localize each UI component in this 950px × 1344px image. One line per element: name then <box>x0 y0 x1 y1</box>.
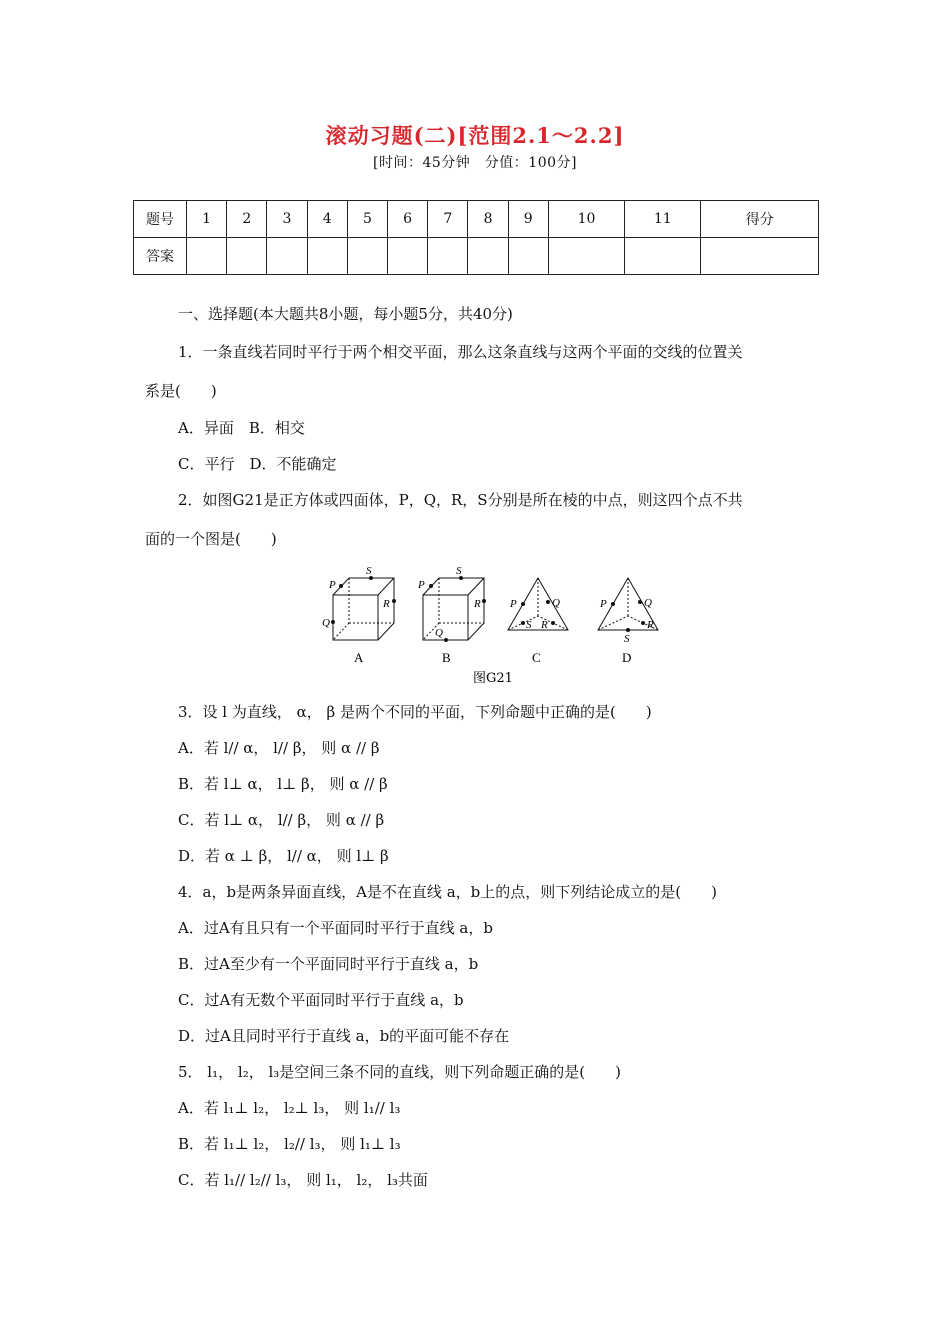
q2-stem-cont: 面的一个图是( ) <box>145 530 277 548</box>
answer-cell[interactable] <box>625 238 701 275</box>
point-label: Q <box>644 597 652 609</box>
q4-option-c: C．过A有无数个平面同时平行于直线 a，b <box>178 991 464 1009</box>
q1-options-ab: A．异面 B．相交 <box>178 419 305 437</box>
figure-caption: 图G21 <box>473 671 513 686</box>
table-header-answer: 答案 <box>134 238 187 275</box>
table-cell-number: 7 <box>428 201 468 238</box>
point-label: S <box>526 619 532 631</box>
table-cell-number: 2 <box>227 201 267 238</box>
point-label: S <box>624 633 630 645</box>
table-cell-number: 11 <box>625 201 701 238</box>
table-header-number: 题号 <box>134 201 187 238</box>
table-cell-number: 1 <box>187 201 227 238</box>
point-label: Q <box>435 627 443 639</box>
table-cell-number: 9 <box>508 201 548 238</box>
point-label: R <box>383 598 390 610</box>
answer-cell[interactable] <box>227 238 267 275</box>
q3-option-a: A．若 l// α， l// β， 则 α // β <box>178 739 380 757</box>
q5-option-a: A．若 l₁⊥ l₂， l₂⊥ l₃， 则 l₁// l₃ <box>178 1099 401 1117</box>
answer-cell[interactable] <box>388 238 428 275</box>
figure-label-c: C <box>532 650 541 665</box>
q3-stem: 3．设 l 为直线， α， β 是两个不同的平面，下列命题中正确的是( ) <box>178 703 652 721</box>
point-label: P <box>418 579 425 591</box>
point-label: R <box>647 619 654 631</box>
table-cell-number: 3 <box>267 201 307 238</box>
table-cell-number: 5 <box>347 201 387 238</box>
answer-cell[interactable] <box>187 238 227 275</box>
figure-label-d: D <box>622 650 632 665</box>
q1-stem-cont: 系是( ) <box>145 382 217 400</box>
q1-options-cd: C．平行 D．不能确定 <box>178 455 337 473</box>
q3-option-b: B．若 l⊥ α， l⊥ β， 则 α // β <box>178 775 388 793</box>
q4-option-d: D．过A且同时平行于直线 a，b的平面可能不存在 <box>178 1027 510 1045</box>
time-score-info: [时间：45分钟 分值：100分] <box>373 155 577 171</box>
q4-stem: 4．a，b是两条异面直线，A是不在直线 a，b上的点，则下列结论成立的是( ) <box>178 883 717 901</box>
point-label: R <box>541 619 548 631</box>
q4-option-a: A．过A有且只有一个平面同时平行于直线 a，b <box>178 919 493 937</box>
table-cell-number: 8 <box>468 201 508 238</box>
table-cell-number: 6 <box>388 201 428 238</box>
figure-g21 <box>318 560 678 690</box>
answer-cell[interactable] <box>347 238 387 275</box>
point-label: P <box>329 579 336 591</box>
q5-option-b: B．若 l₁⊥ l₂， l₂// l₃， 则 l₁⊥ l₃ <box>178 1135 401 1153</box>
q3-option-c: C．若 l⊥ α， l// β， 则 α // β <box>178 811 385 829</box>
point-label: Q <box>322 617 330 629</box>
point-label: Q <box>552 597 560 609</box>
point-label: P <box>600 598 607 610</box>
table-cell-number: 10 <box>548 201 624 238</box>
page-title: 滚动习题(二)[范围2.1～2.2] <box>325 123 625 148</box>
q1-stem: 1．一条直线若同时平行于两个相交平面，那么这条直线与这两个平面的交线的位置关 <box>178 343 743 361</box>
answer-cell[interactable] <box>508 238 548 275</box>
q5-stem: 5． l₁， l₂， l₃是空间三条不同的直线，则下列命题正确的是( ) <box>178 1063 621 1081</box>
figure-svg <box>318 560 678 690</box>
answer-cell[interactable] <box>307 238 347 275</box>
figure-label-b: B <box>442 650 451 665</box>
point-label: P <box>510 598 517 610</box>
answer-cell[interactable] <box>468 238 508 275</box>
table-cell-number: 4 <box>307 201 347 238</box>
point-label: S <box>456 565 462 577</box>
table-cell-score: 得分 <box>701 201 819 238</box>
answer-cell[interactable] <box>428 238 468 275</box>
score-cell[interactable] <box>701 238 819 275</box>
point-label: S <box>366 565 372 577</box>
q2-stem: 2．如图G21是正方体或四面体，P，Q，R，S分别是所在棱的中点，则这四个点不共 <box>178 491 743 509</box>
point-label: R <box>474 598 481 610</box>
q3-option-d: D．若 α ⊥ β， l// α， 则 l⊥ β <box>178 847 389 865</box>
answer-cell[interactable] <box>548 238 624 275</box>
q5-option-c: C．若 l₁// l₂// l₃， 则 l₁， l₂， l₃共面 <box>178 1171 428 1189</box>
table-row-numbers <box>134 201 819 238</box>
q4-option-b: B．过A至少有一个平面同时平行于直线 a，b <box>178 955 479 973</box>
figure-label-a: A <box>354 650 364 665</box>
section-heading: 一、选择题(本大题共8小题，每小题5分，共40分) <box>178 305 513 323</box>
answer-table <box>133 200 819 275</box>
table-row-answers <box>134 238 819 275</box>
answer-cell[interactable] <box>267 238 307 275</box>
